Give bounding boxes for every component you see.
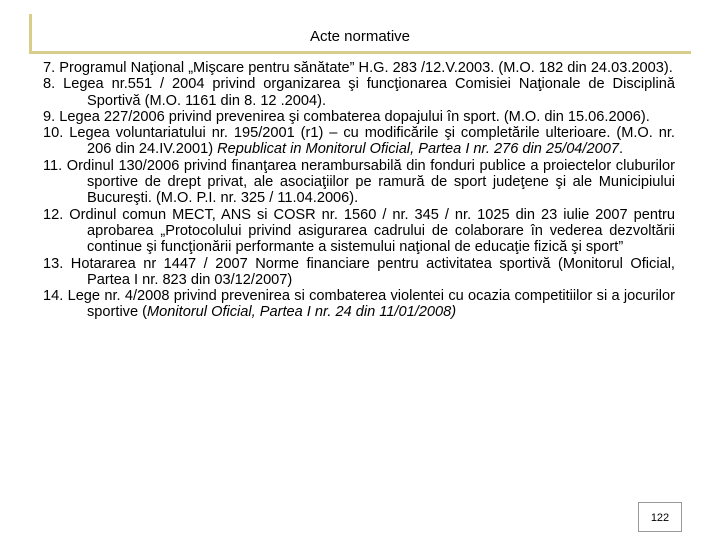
list-item: 10. Legea voluntariatului nr. 195/2001 (r1) – cu modificările şi completările ulterioare. (M.O. nr. 206 din 24.IV.2001) Republicat in Monitorul Oficial, Partea I nr. 276 din 25/04/2007. <box>43 125 675 158</box>
list-item: 12. Ordinul comun MECT, ANS si COSR nr. 1560 / nr. 345 / nr. 1025 din 23 iulie 2007 pentru aprobarea „Protocolului privind asigurarea cadrului de colaborare în vederea dezvoltării continue şi funcţionării performante a sistemului naţional de educaţie fizică şi sport” <box>43 206 675 256</box>
decorative-horizontal-rule <box>29 51 691 54</box>
normative-acts-list <box>43 60 675 321</box>
list-item: 11. Ordinul 130/2006 privind finanţarea nerambursabilă din fonduri publice a proiectelor cluburilor sportive de drept privat, ale asociaţiilor pe ramură de sport judeţene şi ale Municipiului Bucureşti. (M.O. P.I. nr. 325 / 11.04.2006). <box>43 157 675 207</box>
list-item: 8. Legea nr.551 / 2004 privind organizarea şi funcţionarea Comisiei Naţionale de Disciplină Sportivă (M.O. 1161 din 8. 12 .2004). <box>43 76 675 109</box>
page-number: 122 <box>638 502 682 532</box>
list-item: 14. Lege nr. 4/2008 privind prevenirea si combaterea violentei cu ocazia competitiilor si a jocurilor sportive (Monitorul Oficial, Partea I nr. 24 din 11/01/2008) <box>43 288 675 321</box>
list-item: 7. Programul Naţional „Mişcare pentru sănătate” H.G. 283 /12.V.2003. (M.O. 182 din 24.03.2003). <box>43 60 673 76</box>
list-item: 13. Hotararea nr 1447 / 2007 Norme financiare pentru activitatea sportivă (Monitorul Oficial, Partea I nr. 823 din 03/12/2007) <box>43 255 675 288</box>
slide-title: Acte normative <box>309 28 411 45</box>
list-item: 9. Legea 227/2006 privind prevenirea şi combaterea dopajului în sport. (M.O. din 15.06.2006). <box>43 108 650 125</box>
